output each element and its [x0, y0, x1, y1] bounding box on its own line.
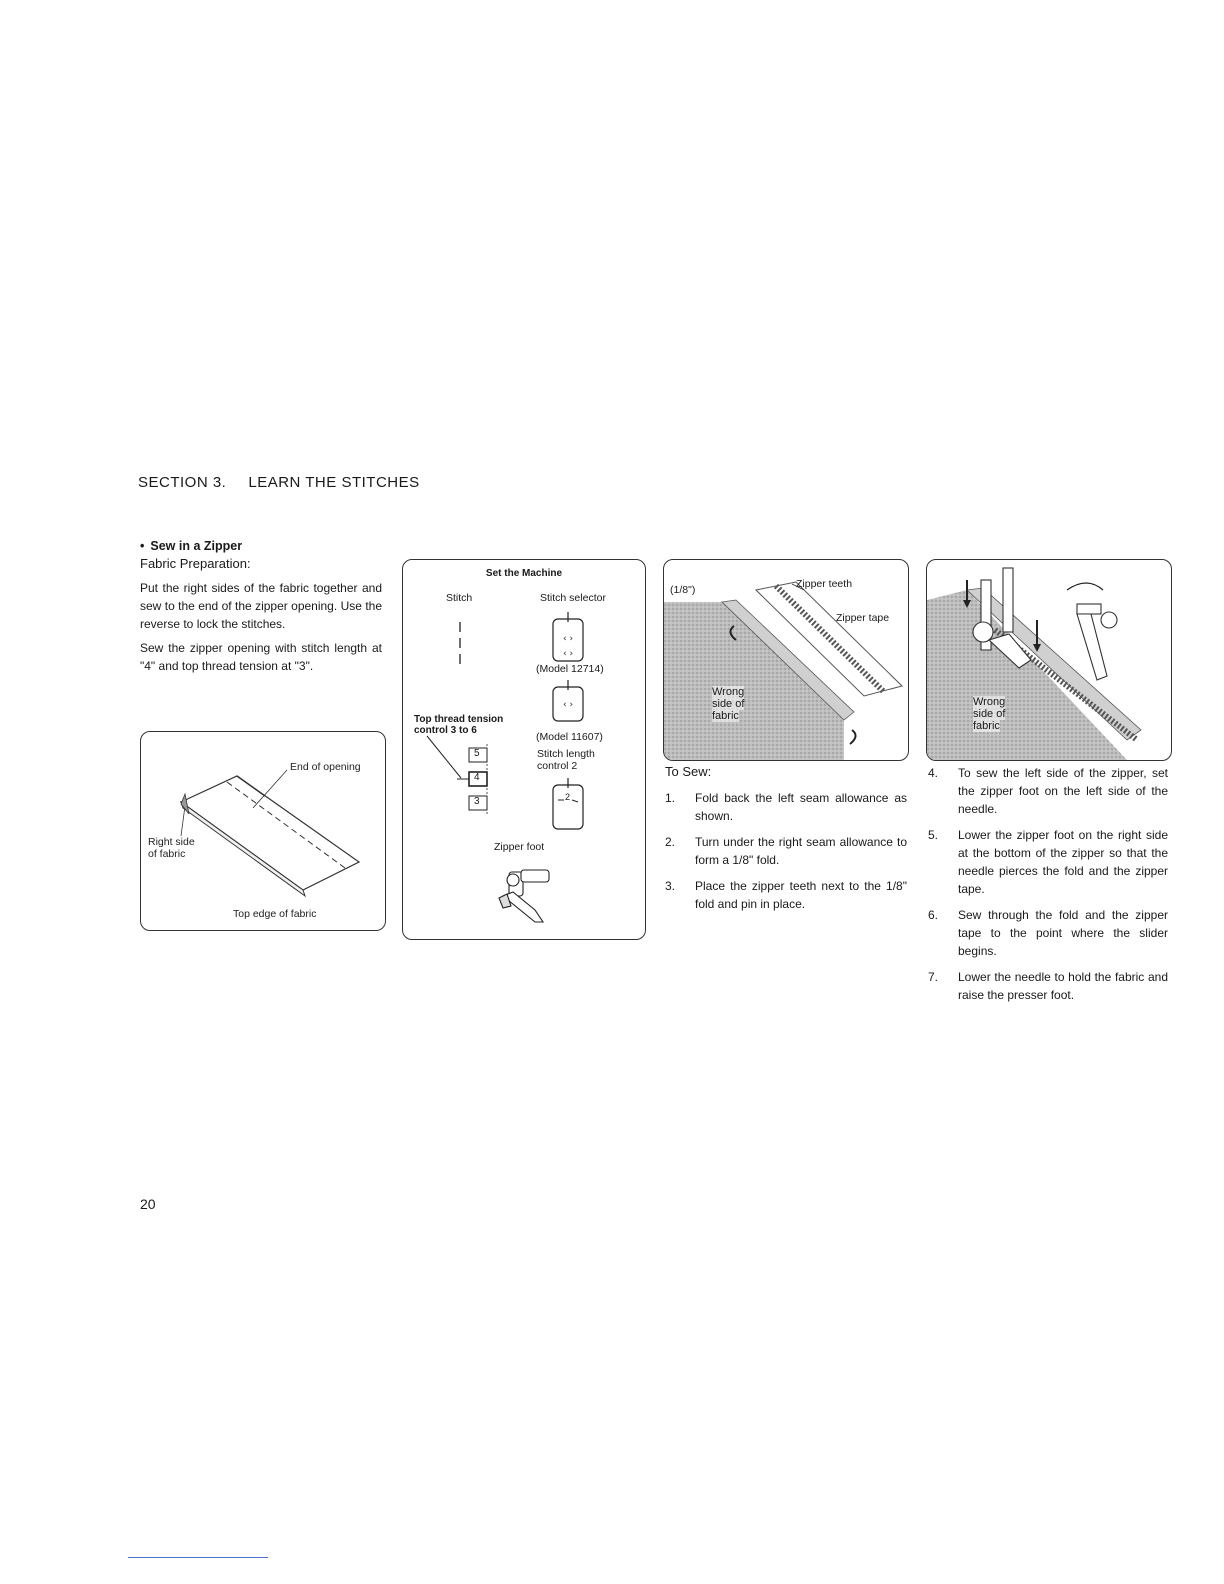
page-number: 20 — [140, 1196, 156, 1212]
stitch-label: Stitch — [446, 592, 473, 604]
foot-label-wrong-3: fabric — [973, 720, 1000, 732]
section-label: SECTION 3. — [138, 474, 227, 491]
topic-heading-text: Sew in a Zipper — [150, 539, 243, 553]
svg-text:‹ ›: ‹ › — [563, 700, 574, 710]
section-title — [138, 474, 420, 491]
model-12714-label: (Model 12714) — [536, 663, 604, 675]
step-1: 1. Fold back the left seam allowance as shown. — [665, 791, 907, 823]
step-7: 7. Lower the needle to hold the fabric and raise the presser foot. — [928, 970, 1168, 1002]
machine-settings-box — [402, 559, 646, 940]
foot-drawing — [927, 560, 1171, 760]
zipper-drawing — [664, 560, 908, 760]
tension-label-2: control 3 to 6 — [414, 725, 477, 736]
zipper-steps-right — [928, 764, 1168, 1012]
label-wrong-2: side of — [712, 698, 745, 710]
svg-text:‹ ›: ‹ › — [563, 649, 574, 659]
label-end-of-opening: End of opening — [290, 761, 361, 773]
subheading: Fabric Preparation: — [140, 556, 251, 571]
tension-dial-4: 4 — [474, 772, 480, 783]
step-2: 2. Turn under the right seam allowance to form a 1/8" fold. — [665, 835, 907, 867]
label-right-side: Right side — [148, 836, 195, 848]
step-5: 5. Lower the zipper foot on the right side at the bottom of the zipper so that the needle pierces the fold and the zipper tape. — [928, 828, 1168, 896]
tension-dial-3: 3 — [474, 796, 480, 807]
label-zipper-tape: Zipper tape — [836, 612, 890, 624]
intro-paragraph-2: Sew the zipper opening with stitch length at "4" and top thread tension at "3". — [140, 641, 382, 673]
tension-label-1: Top thread tension — [414, 714, 504, 725]
label-of-fabric: of fabric — [148, 848, 186, 860]
label-top-edge: Top edge of fabric — [233, 908, 317, 920]
machine-drawing — [403, 560, 645, 939]
label-zipper-teeth: Zipper teeth — [796, 578, 853, 590]
zipper-foot-illustration — [926, 559, 1172, 761]
zipper-illustration — [663, 559, 909, 761]
machine-title: Set the Machine — [485, 568, 563, 579]
fabric-illustration — [140, 731, 386, 931]
intro-paragraph-1: Put the right sides of the fabric together and sew to the end of the zipper opening. Use the reverse to lock the stitches. — [140, 581, 382, 631]
tension-dial-5: 5 — [474, 748, 480, 759]
length-label-2: control 2 — [537, 760, 578, 772]
bullet-icon: • — [140, 539, 145, 553]
label-fold-size: (1/8") — [670, 584, 696, 596]
zipper-foot-label: Zipper foot — [494, 841, 545, 853]
step-3: 3. Place the zipper teeth next to the 1/8" fold and pin in place. — [665, 879, 907, 911]
footer-rule — [128, 1557, 268, 1558]
to-sew-heading: To Sew: — [665, 764, 712, 779]
length-dial-value: 2 — [565, 792, 571, 802]
topic-heading — [140, 537, 382, 555]
model-11607-label: (Model 11607) — [536, 731, 603, 743]
to-sew-steps — [665, 763, 907, 921]
step-4: 4. To sew the left side of the zipper, set the zipper foot on the left side of the needle. — [928, 766, 1168, 816]
foot-label-wrong-1: Wrong — [973, 696, 1006, 708]
section-name: LEARN THE STITCHES — [248, 474, 420, 491]
foot-label-wrong-2: side of — [973, 708, 1006, 720]
length-label-1: Stitch length — [537, 748, 595, 760]
intro-column — [140, 537, 382, 681]
label-wrong-1: Wrong — [712, 686, 745, 698]
step-6: 6. Sew through the fold and the zipper tape to the point where the slider begins. — [928, 908, 1168, 958]
stitch-selector-label: Stitch selector — [540, 592, 606, 604]
svg-text:‹ ›: ‹ › — [563, 634, 574, 644]
label-wrong-3: fabric — [712, 710, 739, 722]
